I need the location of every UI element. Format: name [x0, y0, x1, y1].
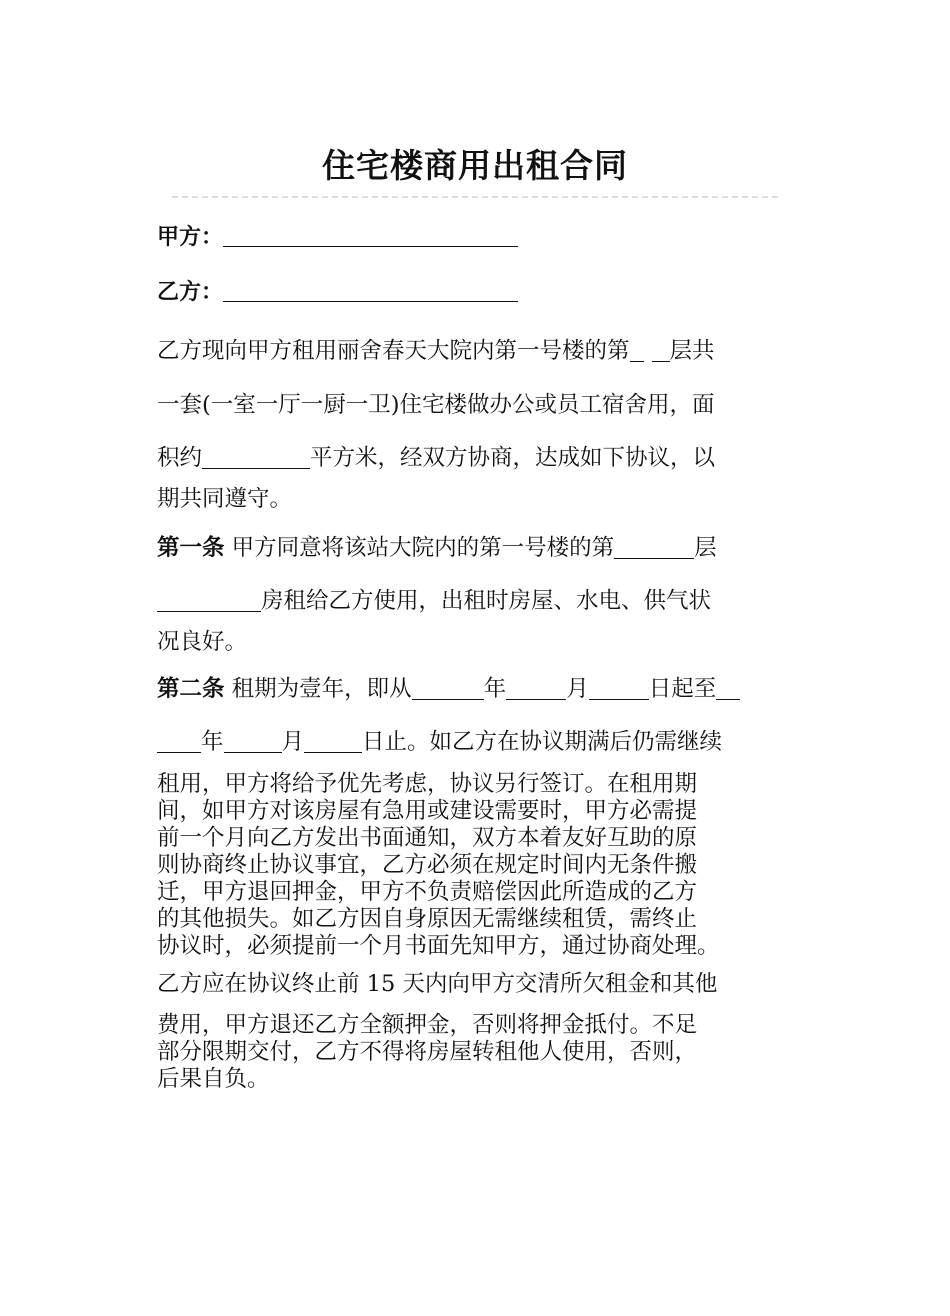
- closing-line: [157, 1061, 270, 1093]
- intro-line: [157, 333, 715, 365]
- year-blank: [412, 677, 484, 700]
- article-1-line: [157, 530, 717, 562]
- month-blank: [506, 677, 566, 700]
- month-blank: [224, 730, 282, 753]
- article-text: 租用，甲方将给予优先考虑，协议另行签订。在租用期: [157, 771, 698, 797]
- intro-line: [157, 481, 292, 513]
- area-blank: [202, 446, 310, 469]
- article-text: 月: [281, 729, 305, 755]
- floor-blank: [614, 536, 694, 559]
- floor-blank: [630, 339, 644, 362]
- party-b-line: [157, 275, 518, 306]
- intro-text: 乙方现向甲方租用丽舍春天大院内第一号楼的第: [157, 338, 630, 364]
- article-1-heading: 第一条: [157, 535, 225, 561]
- article-2-heading: 第二条: [157, 676, 225, 702]
- article-text: 层: [694, 535, 717, 561]
- article-2-line: [157, 928, 720, 960]
- closing-text: 费用，甲方退还乙方全额押金，否则将押金抵付。不足: [157, 1012, 698, 1038]
- article-text: 的其他损失。如乙方因自身原因无需继续租赁，需终止: [157, 906, 698, 932]
- closing-text: 乙方应在协议终止前 15 天内向甲方交清所欠租金和其他: [157, 971, 718, 997]
- article-text: 间，如甲方对该房屋有急用或建设需要时，甲方必需提: [157, 798, 698, 824]
- article-text: 年: [483, 676, 507, 702]
- document-title: 住宅楼商用出租合同: [322, 146, 628, 185]
- intro-line: [157, 440, 715, 472]
- article-text: 日起至: [648, 676, 717, 702]
- article-1-line: [157, 624, 247, 656]
- room-blank: [157, 589, 261, 612]
- year-blank: [157, 730, 201, 753]
- intro-text: 期共同遵守。: [157, 486, 293, 512]
- intro-text: 层共: [669, 338, 715, 364]
- floor-blank: [652, 339, 670, 362]
- article-text: 前一个月向乙方发出书面通知，双方本着友好互助的原: [157, 825, 698, 851]
- day-blank: [304, 730, 362, 753]
- intro-text: 积约: [157, 445, 203, 471]
- article-text: 况良好。: [157, 629, 248, 655]
- intro-line: [157, 387, 715, 419]
- party-b-blank: [223, 279, 518, 302]
- article-text: 年: [201, 729, 224, 755]
- article-text: 则协商终止协议事宜，乙方必须在规定时间内无条件搬: [157, 852, 698, 878]
- day-blank: [589, 677, 649, 700]
- intro-text: 一套(一室一厅一厨一卫)住宅楼做办公或员工宿舍用，面: [157, 392, 715, 418]
- year-blank: [716, 677, 740, 700]
- article-text: 日止。如乙方在协议期满后仍需继续: [362, 729, 723, 755]
- article-text: 迁，甲方退回押金，甲方不负责赔偿因此所造成的乙方: [157, 879, 698, 905]
- article-text: 租期为壹年，即从: [224, 676, 412, 702]
- title-divider: [172, 196, 778, 198]
- party-a-blank: [223, 224, 518, 247]
- closing-text: 部分限期交付，乙方不得将房屋转租他人使用，否则，: [157, 1039, 698, 1065]
- article-text: 协议时，必须提前一个月书面先知甲方，通过协商处理。: [157, 933, 720, 959]
- article-1-line: [157, 583, 711, 615]
- closing-line: [157, 966, 717, 998]
- party-a-line: [157, 220, 518, 251]
- article-text: 甲方同意将该站大院内的第一号楼的第: [224, 535, 615, 561]
- intro-text: 平方米，经双方协商，达成如下协议，以: [310, 445, 716, 471]
- closing-text: 后果自负。: [157, 1066, 270, 1092]
- article-2-line: [157, 724, 722, 756]
- article-text: 月: [566, 676, 589, 702]
- article-2-line: [157, 671, 740, 703]
- party-a-label: 甲方：: [157, 224, 224, 250]
- party-b-label: 乙方：: [157, 279, 224, 305]
- article-text: 房租给乙方使用，出租时房屋、水电、供气状: [261, 588, 712, 614]
